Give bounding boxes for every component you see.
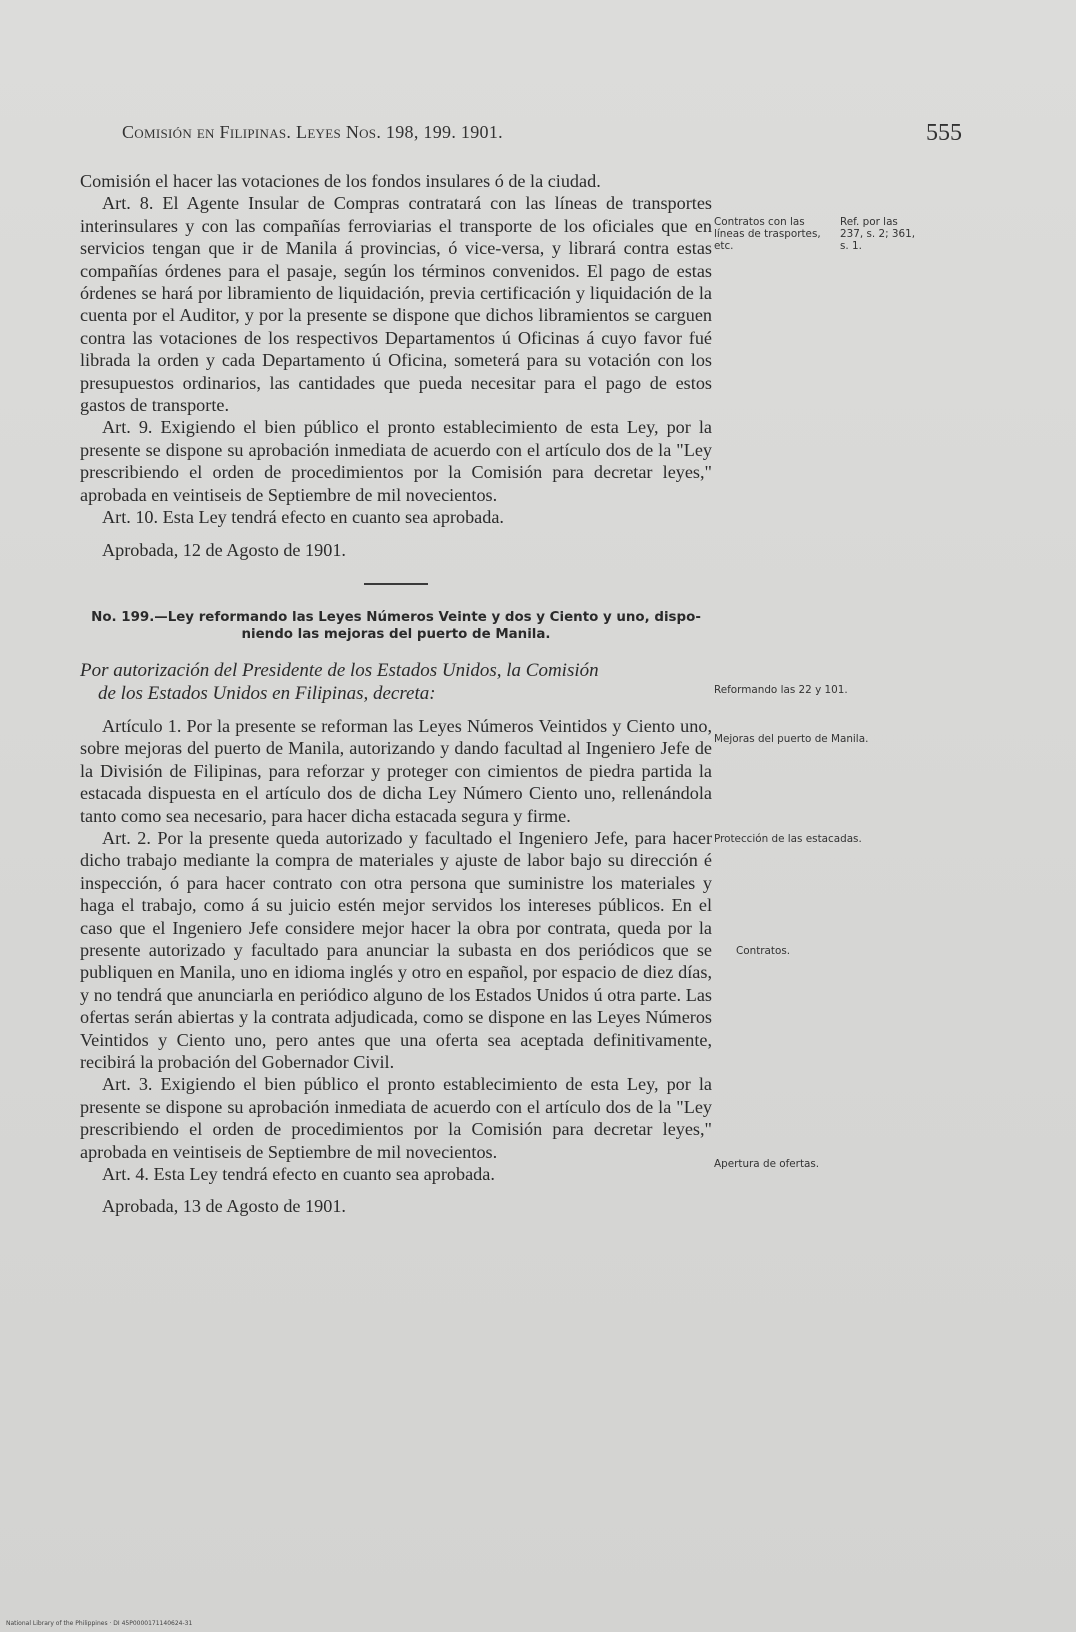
law198-article-9: Art. 9. Exigiendo el bien público el pronto establecimiento de esta Ley, por la presente se dispone su aprobación inmediata de acuerdo con el artículo dos de la "Ley prescribiendo el orden de procedimientos por la Comisión para decretar leyes," aprobada en veintiseis de Septiembre de mil novecientos.: [80, 417, 712, 505]
law199-article-4: Art. 4. Esta Ley tendrá efecto en cuanto sea aprobada.: [102, 1164, 495, 1185]
running-title: Comisión en Filipinas. Leyes Nos. 198, 199. 1901.: [122, 122, 503, 142]
law199-preamble: [80, 659, 712, 705]
law199-title-line1: No. 199.—Ley reformando las Leyes Números Veinte y dos y Ciento y uno, dispo-: [91, 609, 701, 625]
section-divider: [364, 583, 428, 585]
law198-approval-date: Aprobada, 12 de Agosto de 1901.: [102, 539, 346, 560]
margin-note-proteccion: Protección de las estacadas.: [714, 833, 862, 845]
law199-article-2: Art. 2. Por la presente queda autorizado y facultado el Ingeniero Jefe, para hacer dicho trabajo mediante la compra de materiales y ajuste de labor bajo su dirección é inspección, ó para hacer contrato con otra persona que suministre los materiales y haga el trabajo, como á su juicio estén mejor servidos los intereses públicos. En el caso que el Ingeniero Jefe considere mejor hacer la obra por contrata, queda por la presente autorizado y facultado para anunciar la subasta en dos periódicos que se publiquen en Manila, uno en idioma inglés y otro en español, por espacio de diez días, y no tendrá que anunciarla en periódico alguno de los Estados Unidos ú otra parte. Las ofertas serán abiertas y la contrata adjudicada, como se dispone en las Leyes Números Veintidos y Ciento uno, pero antes que una oferta sea aceptada definitivamente, recibirá la probación del Gobernador Civil.: [80, 827, 712, 1072]
law198-article-8: Art. 8. El Agente Insular de Compras contratará con las líneas de transportes interinsulares y con las compañías ferroviarias el transporte de los oficiales que en servicios tengan que ir de Manila á provincias, ó vice-versa, y librará contra estas compañías órdenes para el pasaje, según los términos convenidos. El pago de estas órdenes se hará por libramiento de liquidación, previa certificación y liquidación de la cuenta por el Auditor, y por la presente se dispone que dichos libramientos se carguen contra las votaciones de los respectivos Departamentos ú Oficinas á cuyo favor fué librada la orden y cada Departamento ú Oficina, someterá para su votación con los presupuestos ordinarios, las cantidades que pueda necesitar para el pago de estos gastos de transporte.: [80, 193, 712, 416]
law198-article-10: Art. 10. Esta Ley tendrá efecto en cuanto sea aprobada.: [102, 507, 504, 528]
margin-note-apertura: Apertura de ofertas.: [714, 1158, 820, 1170]
margin-note-contratos: Contratos.: [736, 945, 791, 957]
law199-article-1: Artículo 1. Por la presente se reforman las Leyes Números Veintidos y Ciento uno, sobre mejoras del puerto de Manila, autorizando y dando facultad al Ingeniero Jefe de la División de Filipinas, para reforzar y proteger con cimientos de piedra partida la estacada dispuesta en el artículo dos de dicha Ley Número Ciento uno, rellenándola tanto como sea necesario, para hacer dicha estacada segura y firme.: [80, 715, 712, 826]
law199-preamble-line1: Por autorización del Presidente de los Estados Unidos, la Comisión: [80, 659, 599, 681]
law199-title: [80, 609, 712, 643]
margin-note-reformando: Reformando las 22 y 101.: [714, 684, 848, 696]
law199-approval-date: Aprobada, 13 de Agosto de 1901.: [102, 1196, 346, 1217]
law199-article-3: Art. 3. Exigiendo el bien público el pronto establecimiento de esta Ley, por la presente se dispone su aprobación inmediata de acuerdo con el artículo dos de la "Ley prescribiendo el orden de procedimientos por la Comisión para decretar leyes," aprobada en veintiseis de Septiembre de mil novecientos.: [80, 1074, 712, 1162]
law199-title-line2: niendo las mejoras del puerto de Manila.: [241, 626, 551, 642]
law199-preamble-line2: de los Estados Unidos en Filipinas, decreta:: [98, 682, 436, 704]
running-header: [122, 120, 962, 146]
margin-note-mejoras: Mejoras del puerto de Manila.: [714, 733, 869, 745]
page-number: 555: [926, 120, 962, 146]
scan-credit: National Library of the Philippines · DI 45P0000171140624-31: [6, 1620, 193, 1627]
margin-note-ref: Ref. por las 237, s. 2; 361, s. 1.: [840, 216, 916, 252]
margin-note-contratos-lineas: Contratos con las líneas de trasportes, etc.: [714, 216, 821, 252]
law198-continuation: Comisión el hacer las votaciones de los fondos insulares ó de la ciudad.: [80, 171, 601, 191]
main-text-column: [80, 170, 712, 1218]
